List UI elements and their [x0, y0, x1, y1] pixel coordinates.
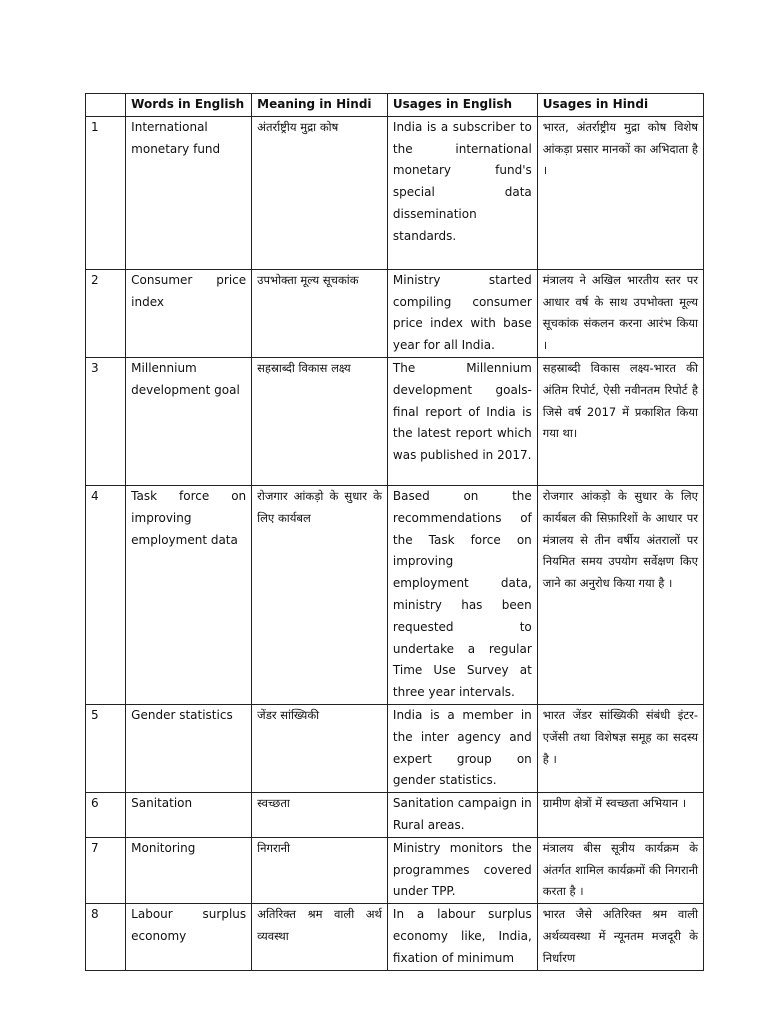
header-meaning-in-hindi: Meaning in Hindi — [252, 94, 388, 117]
hindi-usage: सहस्राब्दी विकास लक्ष्य-भारत की अंतिम रिपोर्ट, ऐसी नवीनतम रिपोर्ट है जिसे वर्ष 2017 में प्रकाशित किया गया था। — [537, 357, 703, 485]
english-word: International monetary fund — [126, 116, 252, 269]
english-usage: In a labour surplus economy like, India, fixation of minimum — [387, 904, 537, 970]
hindi-usage: रोजगार आंकड़ो के सुधार के लिए कार्यबल की सिफ़ारिशों के आधार पर मंत्रालय से तीन वर्षीय अंतरालों पर नियमित समय उपयोग सर्वेक्षण किए जाने का अनुरोध किया गया है । — [537, 485, 703, 704]
hindi-meaning: निगरानी — [252, 837, 388, 903]
row-number: 8 — [86, 904, 126, 970]
table-row — [86, 485, 704, 704]
row-number: 3 — [86, 357, 126, 485]
english-word: Monitoring — [126, 837, 252, 903]
header-words-in-english: Words in English — [126, 94, 252, 117]
row-number: 1 — [86, 116, 126, 269]
table-row — [86, 904, 704, 970]
header-usages-in-hindi: Usages in Hindi — [537, 94, 703, 117]
hindi-usage: मंत्रालय बीस सूत्रीय कार्यक्रम के अंतर्गत शामिल कार्यक्रमों की निगरानी करता है । — [537, 837, 703, 903]
hindi-meaning: स्वच्छता — [252, 793, 388, 838]
header-number — [86, 94, 126, 117]
row-number: 7 — [86, 837, 126, 903]
english-usage: India is a subscriber to the international monetary fund's special data dissemination standards. — [387, 116, 537, 269]
english-usage: Sanitation campaign in Rural areas. — [387, 793, 537, 838]
header-usages-in-english: Usages in English — [387, 94, 537, 117]
english-word: Consumer price index — [126, 269, 252, 357]
english-usage: Ministry started compiling consumer price index with base year for all India. — [387, 269, 537, 357]
english-usage: India is a member in the inter agency and expert group on gender statistics. — [387, 704, 537, 792]
table-row — [86, 793, 704, 838]
english-usage: Ministry monitors the programmes covered under TPP. — [387, 837, 537, 903]
hindi-meaning: अतिरिक्त श्रम वाली अर्थ व्यवस्था — [252, 904, 388, 970]
header-row — [86, 94, 704, 117]
row-number: 4 — [86, 485, 126, 704]
english-word: Labour surplus economy — [126, 904, 252, 970]
english-usage: The Millennium development goals-final report of India is the latest report which was published in 2017. — [387, 357, 537, 485]
row-number: 6 — [86, 793, 126, 838]
hindi-meaning: जेंडर सांख्यिकी — [252, 704, 388, 792]
english-usage: Based on the recommendations of the Task force on improving employment data, ministry has been requested to undertake a regular Time Use Survey at three year intervals. — [387, 485, 537, 704]
table-row — [86, 357, 704, 485]
hindi-usage: भारत जेंडर सांख्यिकी संबंधी इंटर-एजेंसी तथा विशेषज्ञ समूह का सदस्य है । — [537, 704, 703, 792]
table-row — [86, 837, 704, 903]
english-word: Sanitation — [126, 793, 252, 838]
hindi-usage: भारत जैसे अतिरिक्त श्रम वाली अर्थव्यवस्था में न्यूनतम मजदूरी के निर्धारण — [537, 904, 703, 970]
hindi-meaning: उपभोक्ता मूल्य सूचकांक — [252, 269, 388, 357]
table-row — [86, 116, 704, 269]
english-word: Task force on improving employment data — [126, 485, 252, 704]
vocabulary-table — [85, 93, 704, 971]
table-row — [86, 269, 704, 357]
row-number: 5 — [86, 704, 126, 792]
hindi-meaning: अंतर्राष्ट्रीय मुद्रा कोष — [252, 116, 388, 269]
hindi-meaning: सहस्राब्दी विकास लक्ष्य — [252, 357, 388, 485]
hindi-usage: भारत, अंतर्राष्ट्रीय मुद्रा कोष विशेष आंकड़ा प्रसार मानकों का अभिदाता है । — [537, 116, 703, 269]
english-word: Gender statistics — [126, 704, 252, 792]
hindi-usage: मंत्रालय ने अखिल भारतीय स्तर पर आधार वर्ष के साथ उपभोक्ता मूल्य सूचकांक संकलन करना आरंभ किया । — [537, 269, 703, 357]
english-word: Millennium development goal — [126, 357, 252, 485]
hindi-usage: ग्रामीण क्षेत्रों में स्वच्छता अभियान । — [537, 793, 703, 838]
table-row — [86, 704, 704, 792]
row-number: 2 — [86, 269, 126, 357]
hindi-meaning: रोजगार आंकड़ो के सुधार के लिए कार्यबल — [252, 485, 388, 704]
